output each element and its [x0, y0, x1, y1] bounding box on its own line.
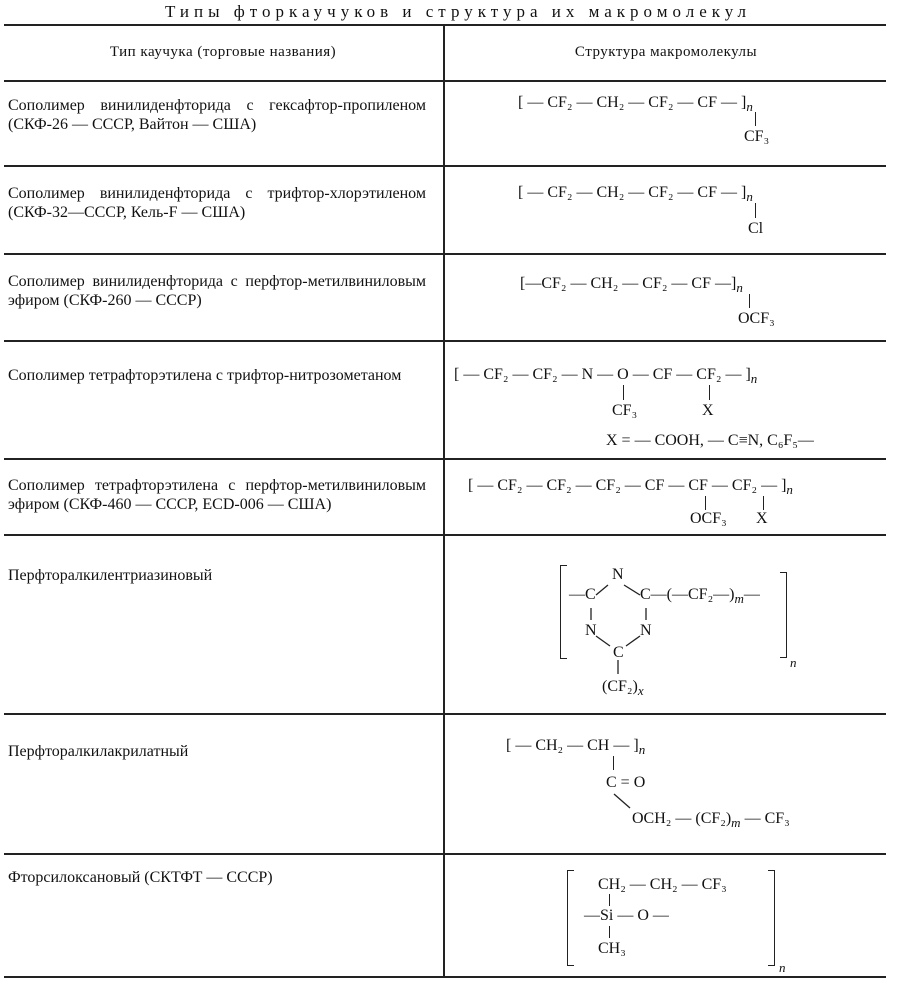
row-rule — [4, 458, 886, 460]
formula-side-group: OCF₃ — [738, 310, 775, 327]
row-rule — [4, 165, 886, 167]
ring-atom: C — [613, 644, 624, 661]
row-rule — [4, 340, 886, 342]
formula-chain: —Si — O — — [584, 907, 669, 924]
formula-side-group: Cl — [748, 220, 764, 237]
table-title: Типы фторкаучуков и структура их макромолекул — [164, 2, 752, 21]
top-rule — [4, 24, 886, 26]
row-rule — [4, 853, 886, 855]
ring-atom: —C — [569, 586, 596, 603]
bond-line — [610, 792, 640, 812]
bond-line — [709, 385, 710, 400]
bond-line — [613, 756, 614, 770]
row-name: Сополимер винилиденфторида с гексафтор-пропиленом (СКФ-26 — СССР, Вайтон — США) — [8, 97, 426, 133]
row-name: Сополимер винилиденфторида с перфтор-метилвиниловым эфиром (СКФ-260 — СССР) — [8, 273, 426, 309]
ring-atom: N — [640, 622, 652, 639]
formula-chain: [—CF₂ — CH₂ — CF₂ — CF $—]_n$ — [520, 275, 743, 295]
ring-atom: N — [612, 566, 624, 583]
formula-chain: [ — CH₂ — CH — ]$_n$ — [506, 737, 646, 757]
formula-side-group: CH₃ — [598, 940, 626, 957]
bond-line — [623, 385, 624, 400]
row-name: Сополимер винилиденфторида с трифтор-хлорэтиленом (СКФ-32—СССР, Кель-F — США) — [8, 185, 426, 221]
bottom-rule — [4, 976, 886, 978]
formula-side-group: CF₃ — [744, 128, 770, 145]
formula-note: X = — COOH, — C≡N, C₆F₅— — [606, 432, 814, 449]
bond-line — [609, 894, 610, 906]
bond-line — [749, 294, 750, 308]
formula-side-group: X — [702, 402, 714, 419]
bracket-subscript: n — [790, 655, 797, 670]
formula-side-group: CF₃ — [612, 402, 638, 419]
row-rule — [4, 713, 886, 715]
bond-line — [763, 496, 764, 510]
bracket-right — [780, 572, 787, 658]
formula-chain: [ — CF₂ — CH₂ — CF₂ — CF — ]$_n$ — [518, 184, 753, 204]
bracket-subscript: n — [779, 960, 786, 975]
formula-side-group: $(CF_2)_x$ — [602, 678, 644, 698]
ring-atom: $C—(—CF_2—)_m—$ — [640, 586, 760, 606]
header-type: Тип каучука (торговые названия) — [109, 44, 337, 60]
row-name: Сополимер тетрафторэтилена с перфтор-метилвиниловым эфиром (СКФ-460 — СССР, ECD-006 — США) — [8, 477, 426, 513]
row-name: Перфторалкилакрилатный — [8, 743, 189, 760]
bracket-left — [567, 870, 574, 966]
formula-side-group: OCF₃ — [690, 510, 727, 527]
row-name: Фторсилоксановый (СКТФТ — СССР) — [8, 869, 273, 886]
row-name: Перфторалкилентриазиновый — [8, 567, 213, 584]
bond-line — [609, 926, 610, 938]
row-name: Сополимер тетрафторэтилена с трифтор-нитрозометаном — [8, 367, 402, 384]
formula-chain: [ — CF₂ — CF₂ — CF₂ — CF — CF — CF₂ — ]$_n$ — [468, 477, 793, 497]
formula-ester: OCH₂ — $(CF_2)_m$ — CF₃ — [632, 810, 790, 830]
formula-side-group: X — [756, 510, 768, 527]
bond-line — [755, 203, 756, 218]
row-rule — [4, 253, 886, 255]
formula-side-group: CH₂ — CH₂ — CF₃ — [598, 876, 727, 893]
row-rule — [4, 534, 886, 536]
formula-carbonyl: C = O — [606, 774, 646, 791]
header-structure: Структура макромолекулы — [574, 44, 758, 60]
bracket-right — [768, 870, 775, 966]
formula-chain: [ — CF₂ — CH₂ — CF₂ — CF — ]$_n$ — [518, 94, 753, 114]
formula-chain: [ — CF₂ — CF₂ — N — O — CF — CF₂ — ]$_n$ — [454, 366, 758, 386]
header-rule — [4, 80, 886, 82]
bond-line — [705, 496, 706, 510]
column-divider — [443, 24, 445, 977]
ring-atom: N — [585, 622, 597, 639]
bond-line — [755, 112, 756, 126]
